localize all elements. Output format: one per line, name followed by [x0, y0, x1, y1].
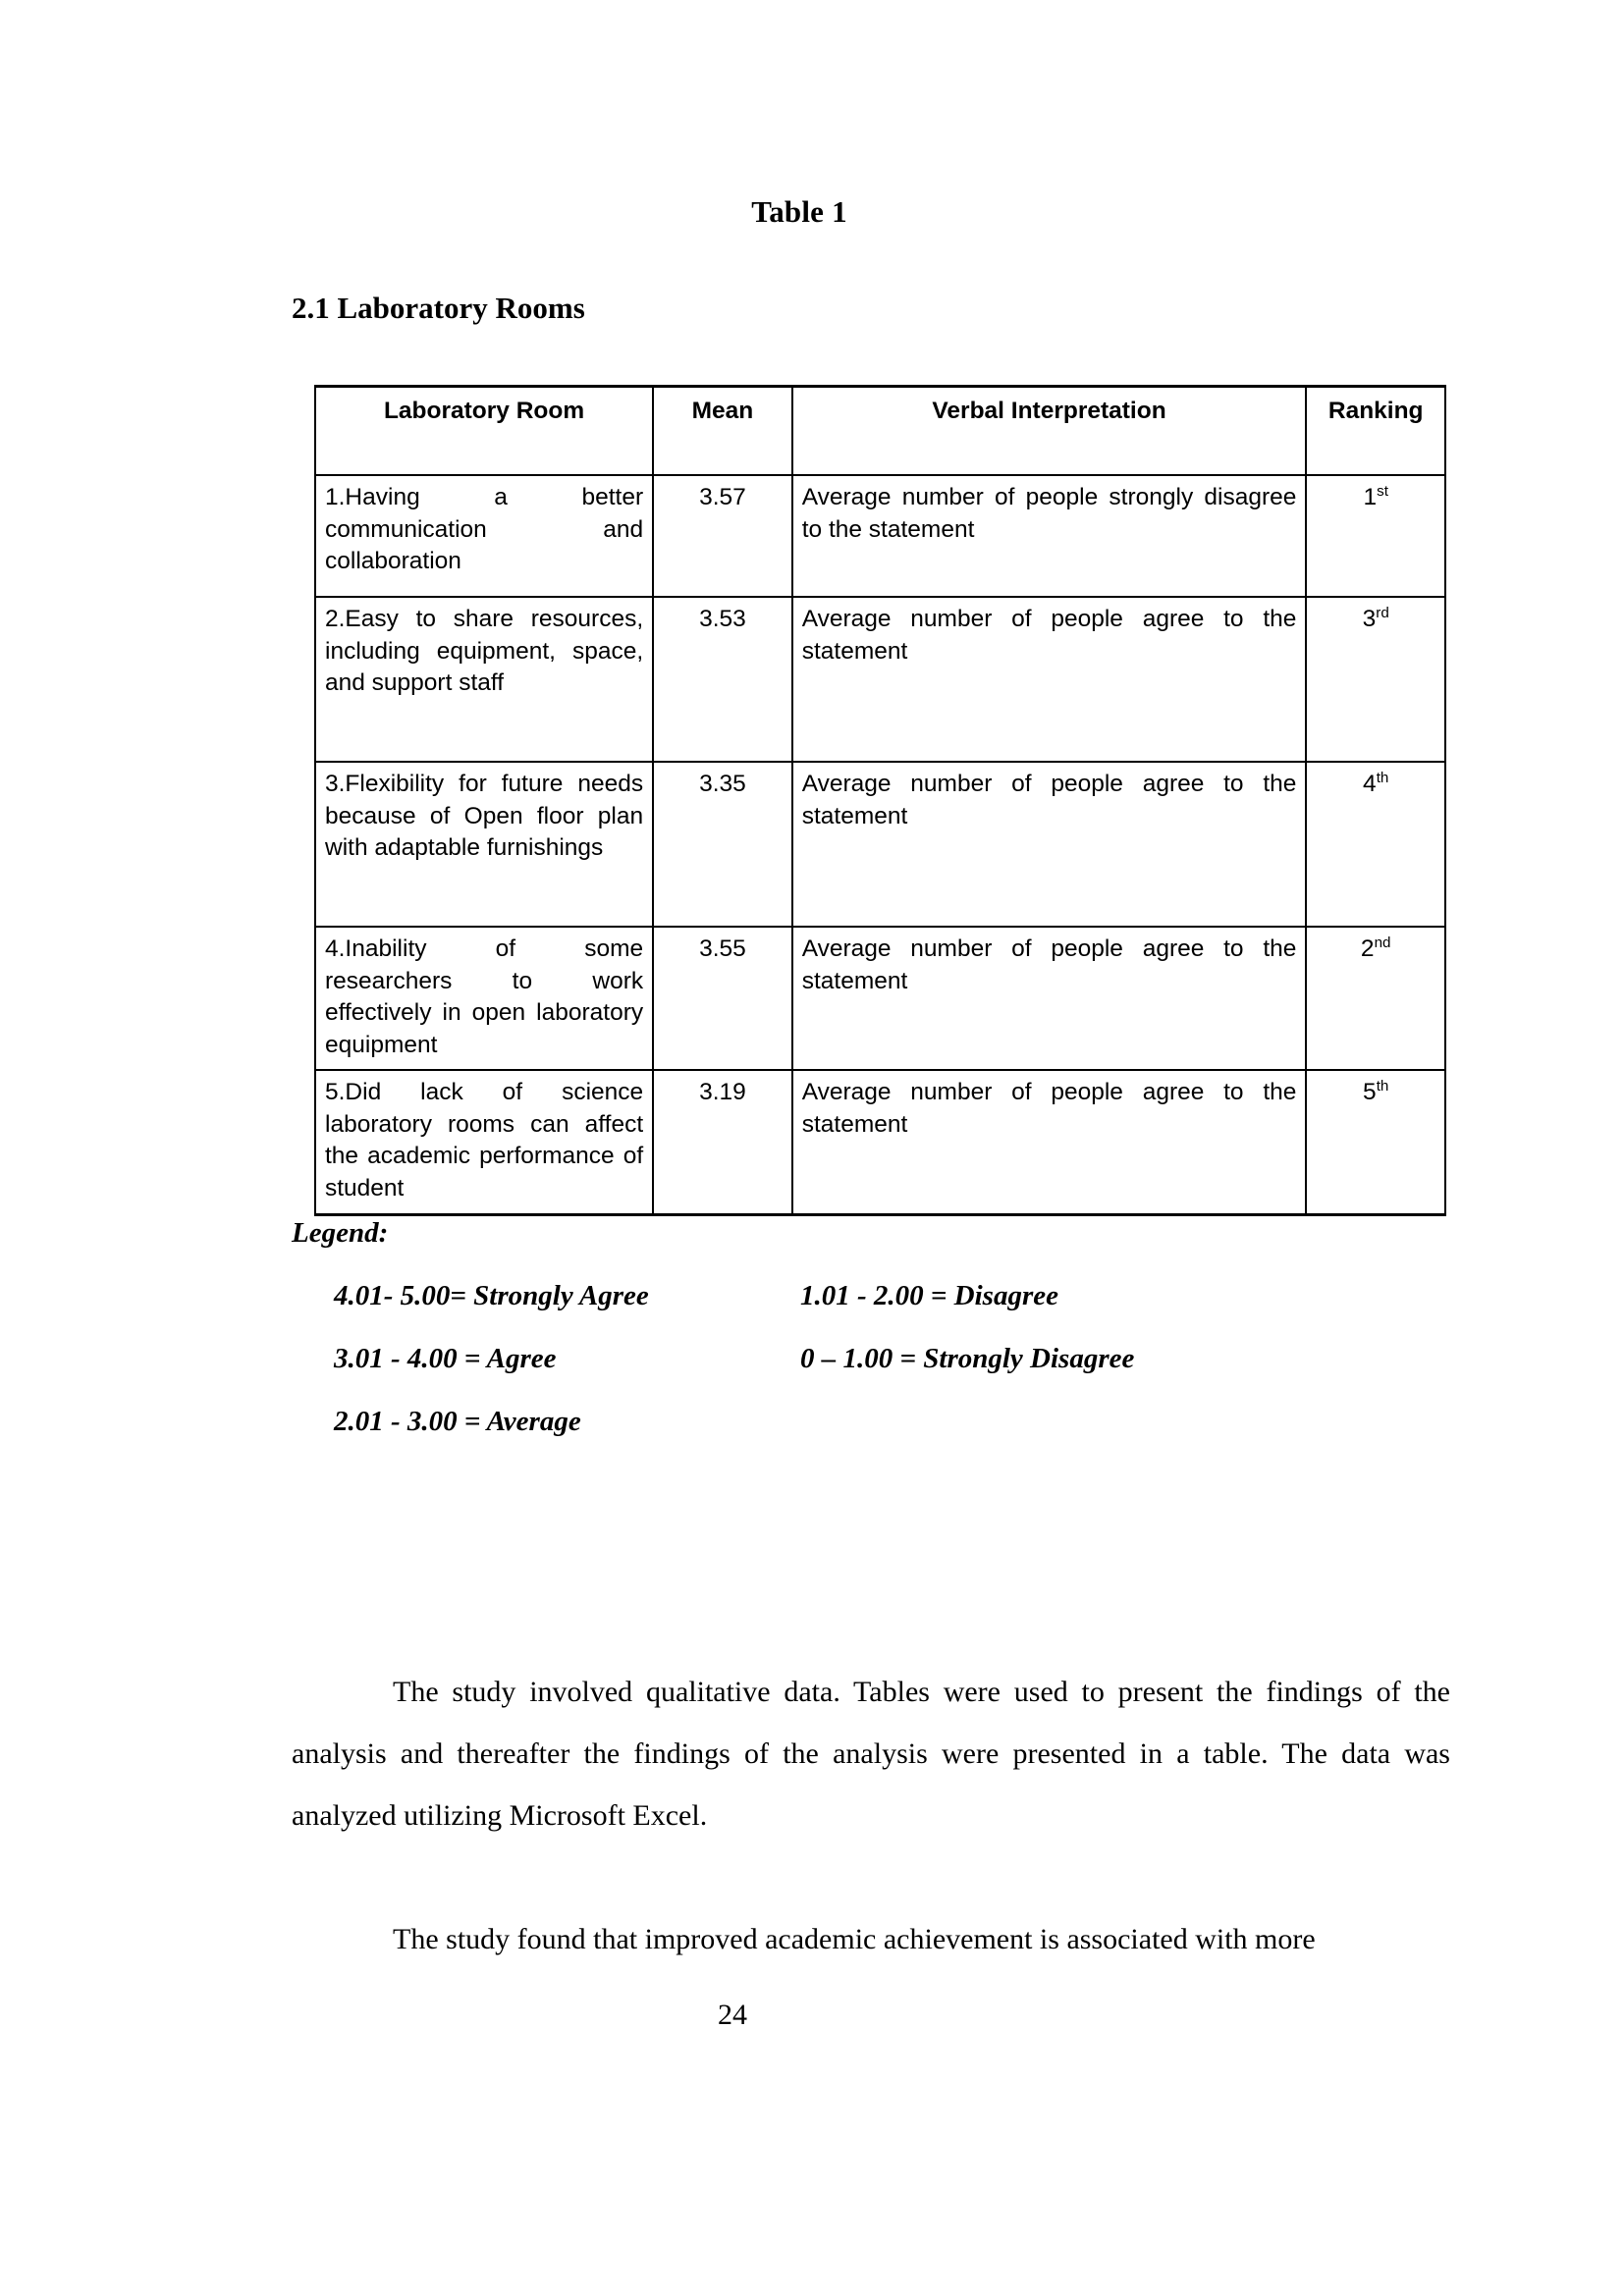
cell-ranking — [1306, 475, 1445, 597]
cell-ranking — [1306, 762, 1445, 927]
cell-ranking-suffix: th — [1376, 1078, 1389, 1095]
cell-laboratory-room — [315, 1070, 653, 1214]
legend-entry-disagree: 1.01 - 2.00 = Disagree — [800, 1280, 1058, 1311]
table-row — [315, 762, 1445, 927]
cell-verbal-interpretation: Average number of people agree to the statement — [792, 597, 1307, 762]
cell-verbal-interpretation: Average number of people strongly disagree to the statement — [792, 475, 1307, 597]
column-header-mean — [653, 387, 792, 476]
paragraph-two: The study found that improved academic achievement is associated with more — [393, 1923, 1316, 1955]
cell-laboratory-room — [315, 597, 653, 762]
cell-mean: 3.57 — [653, 475, 792, 597]
cell-laboratory-room — [315, 927, 653, 1070]
cell-ranking — [1306, 597, 1445, 762]
cell-ranking-suffix: st — [1377, 482, 1388, 500]
column-header-laboratory-room-text: Laboratory Room — [383, 398, 585, 424]
column-header-mean-text: Mean — [691, 398, 754, 424]
cell-ranking-number: 4 — [1363, 771, 1377, 797]
column-header-ranking-text: Ranking — [1327, 398, 1424, 424]
laboratory-rooms-table-container — [314, 385, 1446, 1216]
page-title-text: Table 1 — [751, 194, 847, 229]
column-header-verbal-interpretation-text: Verbal Interpretation — [932, 398, 1166, 424]
cell-ranking-suffix: th — [1376, 769, 1389, 786]
cell-mean: 3.55 — [653, 927, 792, 1070]
cell-mean: 3.35 — [653, 762, 792, 927]
cell-laboratory-room-text: 2.Easy to share resources, including equipment, space, and support staff — [325, 606, 644, 697]
column-header-ranking — [1306, 387, 1445, 476]
body-text — [292, 1661, 1450, 1970]
paragraph-spacer — [292, 1846, 1450, 1908]
page-number — [0, 1999, 1624, 2032]
page-title — [0, 194, 1624, 230]
paragraph-one: The study involved qualitative data. Tables were used to present the findings of the analysis and thereafter the findings of the analysis were presented in a table. The data was analyzed utilizing Microsoft Excel. — [292, 1676, 1450, 1832]
legend-entry-strongly-disagree: 0 – 1.00 = Strongly Disagree — [800, 1343, 1135, 1374]
cell-mean: 3.53 — [653, 597, 792, 762]
cell-verbal-interpretation: Average number of people agree to the statement — [792, 762, 1307, 927]
cell-laboratory-room-text: 5.Did lack of science laboratory rooms can affect the academic performance of student — [325, 1079, 644, 1202]
cell-ranking — [1306, 1070, 1445, 1214]
cell-ranking-suffix: nd — [1374, 934, 1391, 951]
table-header-row — [315, 387, 1445, 476]
legend-row — [334, 1343, 1414, 1406]
cell-laboratory-room — [315, 762, 653, 927]
cell-ranking-number: 1 — [1363, 484, 1378, 510]
cell-ranking-number: 3 — [1362, 606, 1377, 632]
cell-ranking-suffix: rd — [1376, 604, 1389, 621]
cell-laboratory-room — [315, 475, 653, 597]
section-heading: 2.1 Laboratory Rooms — [292, 291, 585, 325]
table-row — [315, 927, 1445, 1070]
page-number-text: 24 — [718, 1999, 747, 2031]
table-row — [315, 1070, 1445, 1214]
column-header-laboratory-room — [315, 387, 653, 476]
cell-ranking — [1306, 927, 1445, 1070]
legend-entry-average: 2.01 - 3.00 = Average — [334, 1406, 581, 1437]
cell-laboratory-room-text: 3.Flexibility for future needs because of Open floor plan with adaptable furnishings — [325, 771, 644, 862]
cell-mean: 3.19 — [653, 1070, 792, 1214]
cell-verbal-interpretation: Average number of people agree to the statement — [792, 927, 1307, 1070]
cell-laboratory-room-text: 4.Inability of some researchers to work effectively in open laboratory equipment — [325, 935, 644, 1058]
legend-entry-agree: 3.01 - 4.00 = Agree — [334, 1343, 557, 1374]
cell-verbal-interpretation: Average number of people agree to the statement — [792, 1070, 1307, 1214]
column-header-verbal-interpretation — [792, 387, 1307, 476]
legend-row — [334, 1280, 1414, 1343]
table-row — [315, 475, 1445, 597]
legend-row — [334, 1406, 1414, 1468]
cell-ranking-number: 5 — [1363, 1079, 1377, 1106]
cell-ranking-number: 2 — [1360, 935, 1375, 962]
table-row — [315, 597, 1445, 762]
legend-label: Legend: — [292, 1217, 389, 1249]
cell-laboratory-room-text: 1.Having a better communication and collaboration — [325, 484, 644, 575]
legend-entries — [334, 1280, 1414, 1468]
laboratory-rooms-table — [314, 385, 1446, 1216]
legend-entry-strongly-agree: 4.01- 5.00= Strongly Agree — [334, 1280, 649, 1311]
